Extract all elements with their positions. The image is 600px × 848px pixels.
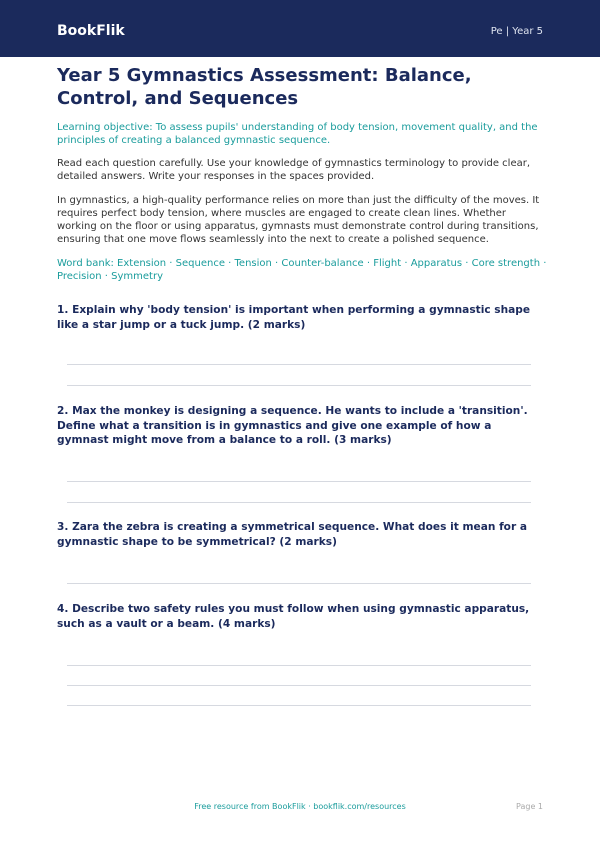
brand-logo: BookFlik	[57, 23, 125, 39]
question-1: 1. Explain why 'body tension' is important when performing a gymnastic shape like a star jump or a tuck jump. (2 marks)	[57, 304, 531, 331]
answer-line-q4-3[interactable]	[67, 705, 531, 706]
question-4: 4. Describe two safety rules you must follow when using gymnastic apparatus, such as a vault or a beam. (4 marks)	[57, 603, 530, 630]
subject-label: Pe | Year 5	[490, 26, 543, 37]
answer-line-q2-2[interactable]	[67, 502, 531, 503]
footer-link[interactable]: Free resource from BookFlik · bookflik.com/resources	[194, 802, 406, 811]
answer-line-q1-1[interactable]	[67, 364, 531, 365]
intro-paragraph: In gymnastics, a high-quality performance relies on more than just the difficulty of the moves. It requires perfect body tension, where muscles are engaged to create clean lines. Whether working on the floor or using apparatus, gymnasts must demonstrate control during transitions, ensuring that one move flows seamlessly into the next to create a polished sequence.	[57, 195, 540, 245]
answer-line-q4-1[interactable]	[67, 665, 531, 666]
page-number: Page 1	[516, 802, 543, 811]
page-title: Year 5 Gymnastics Assessment: Balance, Control, and Sequences	[57, 65, 472, 109]
header-bar	[0, 0, 600, 57]
answer-line-q3-1[interactable]	[67, 583, 531, 584]
learning-objective: Learning objective: To assess pupils' understanding of body tension, movement quality, and the principles of creating a balanced gymnastic sequence.	[57, 122, 538, 146]
answer-line-q2-1[interactable]	[67, 481, 531, 482]
question-3: 3. Zara the zebra is creating a symmetrical sequence. What does it mean for a gymnastic shape to be symmetrical? (2 marks)	[57, 521, 528, 548]
answer-line-q4-2[interactable]	[67, 685, 531, 686]
word-bank: Word bank: Extension · Sequence · Tension · Counter-balance · Flight · Apparatus · Core strength · Precision · Symmetry	[57, 258, 547, 282]
question-2: 2. Max the monkey is designing a sequence. He wants to include a 'transition'. Define what a transition is in gymnastics and give one example of how a gymnast might move from a balance to a roll. (3 marks)	[57, 405, 528, 446]
instructions-text: Read each question carefully. Use your knowledge of gymnastics terminology to provide clear, detailed answers. Write your responses in the spaces provided.	[57, 158, 531, 182]
answer-line-q1-2[interactable]	[67, 385, 531, 386]
